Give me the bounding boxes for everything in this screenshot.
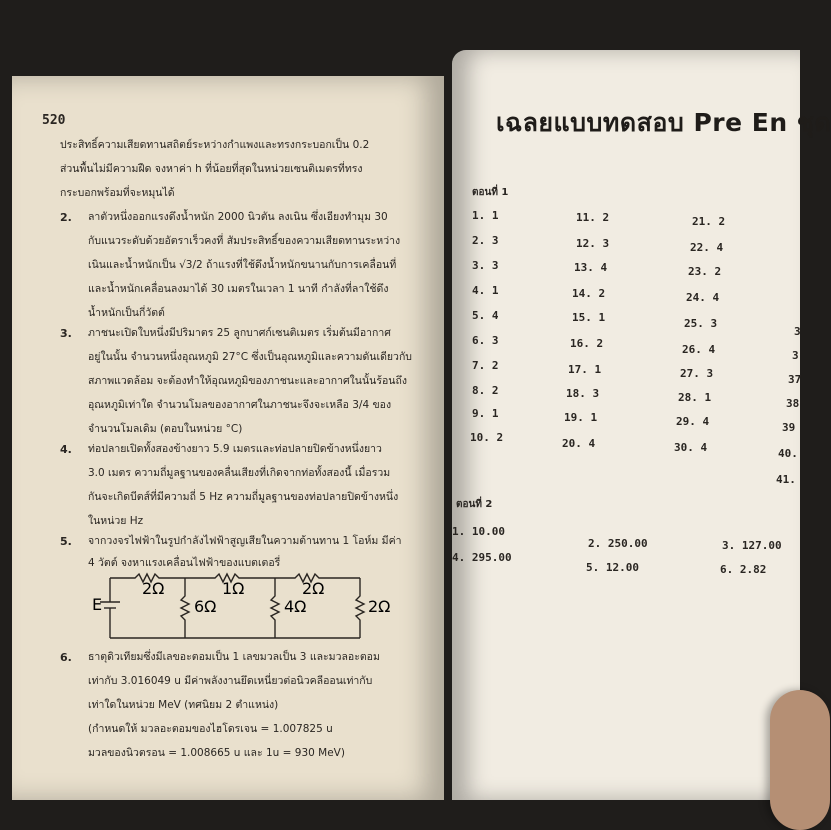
answer-item: 10. 2 [470, 431, 504, 444]
answer-item: 12. 3 [576, 237, 610, 250]
q1-line-2: ส่วนพื้นไม่มีความฝืด จงหาค่า h ที่น้อยที่สุดในหน่วยเซนติเมตรที่ทรง [60, 163, 363, 175]
answer-item-partial: 3 [794, 325, 801, 338]
q5-line-2: 4 วัตต์ จงหาแรงเคลื่อนไฟฟ้าของแบตเตอรี่ [88, 557, 281, 569]
q4-line-4: ในหน่วย Hz [88, 515, 144, 527]
answer-item-partial: 41. [776, 473, 796, 486]
q6-line-5: มวลของนิวตรอน = 1.008665 u และ 1u = 930 MeV) [88, 747, 345, 759]
answer-item: 6. 3 [472, 334, 499, 347]
page-number: 520 [42, 113, 66, 128]
answer-part2-5: 5. 12.00 [586, 561, 639, 574]
q2-line-2: กับแนวระดับด้วยอัตราเร็วคงที่ สัมประสิทธิ์ของความเสียดทานระหว่าง [88, 235, 401, 247]
answer-item: 17. 1 [568, 363, 602, 376]
resistor-top-right-label: 2Ω [302, 579, 325, 598]
q2-line-1: ลาตัวหนึ่งออกแรงดึงน้ำหนัก 2000 นิวตัน ลงเนิน ซึ่งเอียงทำมุม 30 [88, 211, 388, 223]
answer-item: 4. 1 [472, 284, 499, 297]
answer-item-partial: 38 [786, 397, 800, 410]
answer-item: 24. 4 [686, 291, 720, 304]
answer-item: 19. 1 [564, 411, 598, 424]
answer-item: 21. 2 [692, 215, 726, 228]
q4-line-3: กันจะเกิดบีตส์ที่มีความถี่ 5 Hz ความถี่มูลฐานของท่อปลายปิดข้างหนึ่ง [88, 491, 399, 503]
q6-line-2: เท่ากับ 3.016049 u มีค่าพลังงานยึดเหนี่ยวต่อนิวคลีออนเท่ากับ [88, 675, 373, 687]
answer-item: 15. 1 [572, 311, 606, 324]
answer-item: 28. 1 [678, 391, 712, 404]
q3-number: 3. [60, 327, 72, 340]
answer-part2-1: 1. 10.00 [452, 525, 505, 538]
q2-number: 2. [60, 211, 72, 224]
answer-item: 2. 3 [472, 234, 499, 247]
q3-line-4: อุณหภูมิเท่าใด จำนวนโมลของอากาศในภาชนะจึงจะเหลือ 3/4 ของ [88, 399, 392, 411]
answer-item: 7. 2 [472, 359, 499, 372]
answer-item: 1. 1 [472, 209, 499, 222]
q4-line-2: 3.0 เมตร ความถี่มูลฐานของคลื่นเสียงที่เกิดจากท่อทั้งสองนี้ เมื่อรวม [88, 467, 391, 479]
q3-line-2: อยู่ในนั้น จำนวนหนึ่งอุณหภูมิ 27°C ซึ่งเป็นอุณหภูมิและความดันเดียวกับ [88, 351, 412, 363]
q5-line-1: จากวงจรไฟฟ้าในรูปกำลังไฟฟ้าสูญเสียในความต้านทาน 1 โอห์ม มีค่า [88, 535, 402, 547]
q3-line-5: จำนวนโมลเดิม (ตอบในหน่วย °C) [88, 423, 243, 435]
section-1-label: ตอนที่ 1 [472, 187, 509, 198]
answer-item: 18. 3 [566, 387, 600, 400]
q4-line-1: ท่อปลายเปิดทั้งสองข้างยาว 5.9 เมตรและท่อปลายปิดข้างหนึ่งยาว [88, 443, 382, 455]
resistor-v1-label: 6Ω [194, 597, 217, 616]
battery-label: E [92, 595, 103, 614]
left-page [12, 76, 444, 800]
answer-part2-4: 4. 295.00 [452, 551, 512, 564]
answer-heading: เฉลยแบบทดสอบ Pre En ชุด [496, 108, 831, 137]
q4-number: 4. [60, 443, 72, 456]
answer-item-partial: 40. [778, 447, 798, 460]
answer-item: 26. 4 [682, 343, 716, 356]
answer-item: 22. 4 [690, 241, 724, 254]
q2-line-3: เนินและน้ำหนักเป็น √3/2 ถ้าแรงที่ใช้ดึงน้ำหนักขนานกับการเคลื่อนที่ [88, 259, 397, 271]
answer-item: 30. 4 [674, 441, 708, 454]
answer-item-partial: 39 [782, 421, 796, 434]
answer-item-partial: 37 [788, 373, 802, 386]
q3-line-3: สภาพแวดล้อม จะต้องทำให้อุณหภูมิของภาชนะและอากาศในนั้นร้อนถึง [88, 375, 407, 387]
q1-line-3: กระบอกพร้อมที่จะหมุนได้ [60, 187, 175, 199]
section-2-label: ตอนที่ 2 [456, 499, 493, 510]
answer-item: 25. 3 [684, 317, 718, 330]
q1-line-1: ประสิทธิ์ความเสียดทานสถิตย์ระหว่างกำแพงและทรงกระบอกเป็น 0.2 [60, 139, 370, 151]
answer-item: 20. 4 [562, 437, 596, 450]
q6-line-1: ธาตุดิวเทียมซึ่งมีเลขอะตอมเป็น 1 เลขมวลเป็น 3 และมวลอะตอม [88, 651, 380, 663]
thumb [770, 690, 830, 830]
answer-item: 3. 3 [472, 259, 499, 272]
q2-line-4: และน้ำหนักเคลื่อนลงมาได้ 30 เมตรในเวลา 1 นาที กำลังที่ลาใช้ดึง [88, 283, 389, 295]
q3-line-1: ภาชนะเปิดใบหนึ่งมีปริมาตร 25 ลูกบาศก์เซนติเมตร เริ่มต้นมีอากาศ [88, 327, 391, 339]
answer-part2-2: 2. 250.00 [588, 537, 648, 550]
q6-line-4: (กำหนดให้ มวลอะตอมของไฮโดรเจน = 1.007825 u [88, 723, 333, 735]
answer-item: 23. 2 [688, 265, 722, 278]
answer-item-partial: 3 [792, 349, 799, 362]
answer-item: 5. 4 [472, 309, 499, 322]
answer-part2-6: 6. 2.82 [720, 563, 767, 576]
resistor-v3-label: 2Ω [368, 597, 391, 616]
q6-line-3: เท่าใดในหน่วย MeV (ทศนิยม 2 ตำแหน่ง) [88, 699, 279, 711]
circuit-diagram [90, 568, 391, 648]
q6-number: 6. [60, 651, 72, 664]
answer-part2-3: 3. 127.00 [722, 539, 782, 552]
answer-item: 14. 2 [572, 287, 606, 300]
right-page [452, 50, 831, 800]
q5-number: 5. [60, 535, 72, 548]
answer-item: 11. 2 [576, 211, 610, 224]
answer-item: 13. 4 [574, 261, 608, 274]
resistor-top-mid-label: 1Ω [222, 579, 245, 598]
answer-item: 9. 1 [472, 407, 499, 420]
resistor-top-left-label: 2Ω [142, 579, 165, 598]
answer-item: 29. 4 [676, 415, 710, 428]
answer-item: 8. 2 [472, 384, 499, 397]
q2-line-5: น้ำหนักเป็นกี่วัตต์ [88, 307, 165, 319]
answer-item: 27. 3 [680, 367, 714, 380]
resistor-v2-label: 4Ω [284, 597, 307, 616]
answer-item: 16. 2 [570, 337, 604, 350]
